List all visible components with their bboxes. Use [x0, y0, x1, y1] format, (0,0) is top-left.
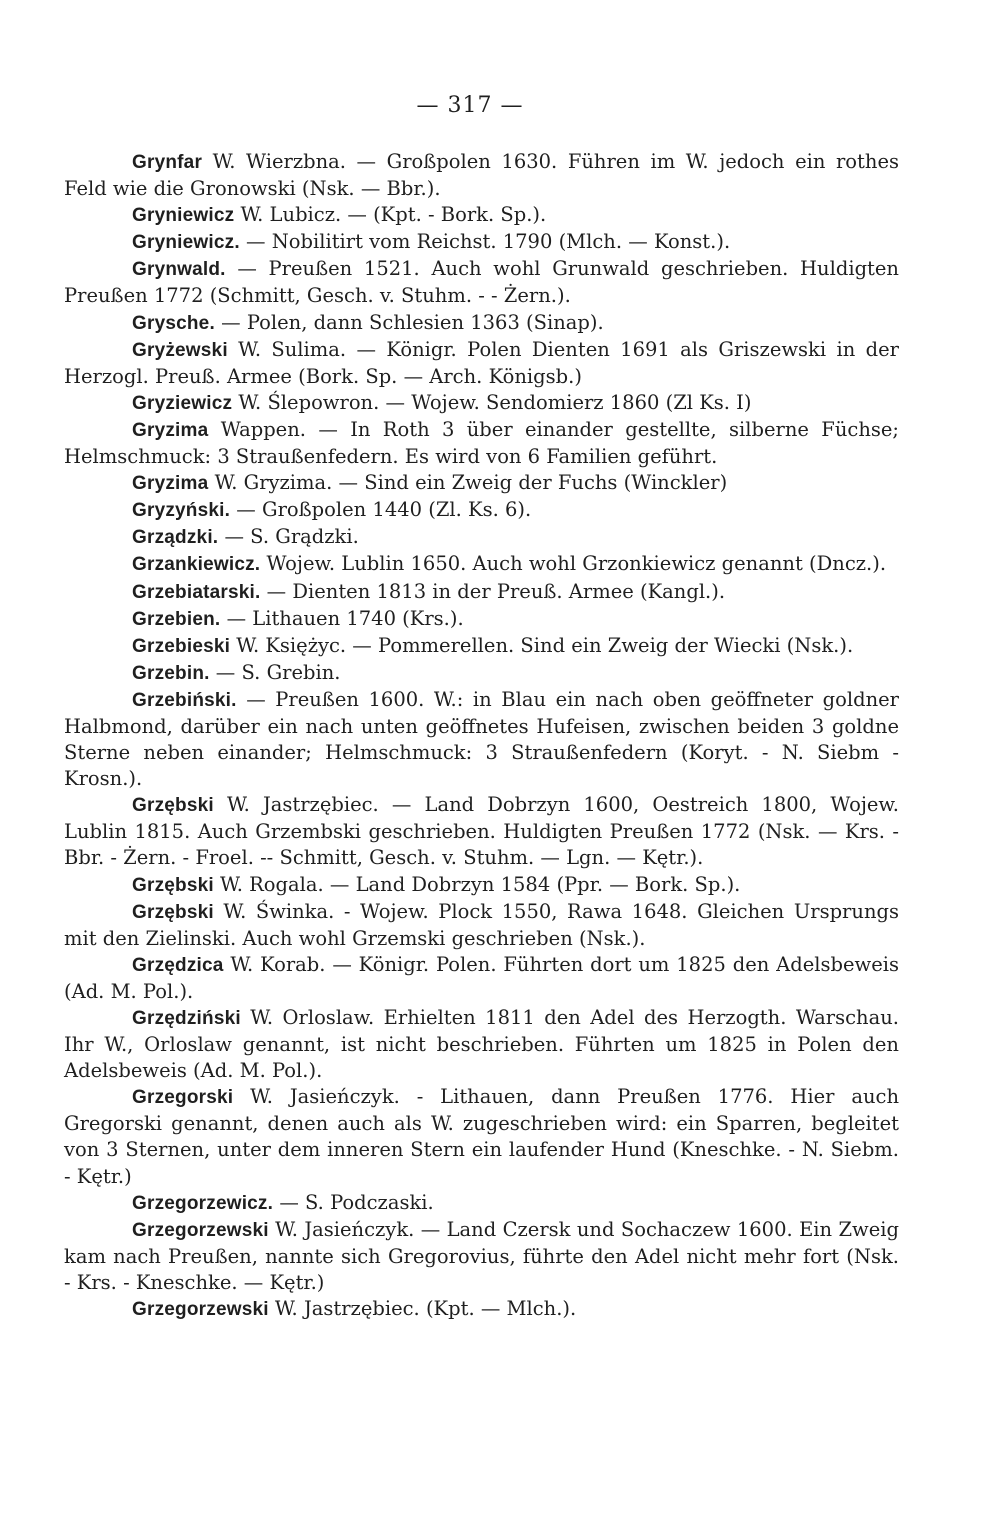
- entry-text: — S. Grądzki.: [218, 525, 359, 549]
- page-number: — 317 —: [416, 93, 524, 118]
- entry: [64, 606, 899, 633]
- entry-head: Grzegorski: [132, 1087, 234, 1109]
- entry-head: Grzebieski: [132, 635, 231, 657]
- entry-text: W. Sulima. — Königr. Polen Dienten 1691 als Griszewski in der Herzogl. Preuß. Armee (Bork. Sp. — Arch. Königsb.): [64, 337, 899, 388]
- entry-head: Grzebiatarski.: [132, 581, 261, 603]
- entry-head: Grynwald.: [132, 259, 226, 281]
- entry: [64, 687, 899, 792]
- entry-text: W. Lubicz. — (Kpt. - Bork. Sp.).: [234, 203, 547, 227]
- entry-head: Grzegorzewicz.: [132, 1192, 274, 1214]
- entry-text: — Großpolen 1440 (Zl. Ks. 6).: [230, 498, 532, 522]
- entry: [64, 524, 899, 551]
- entry: [64, 952, 899, 1005]
- entry-head: Grysche.: [132, 312, 215, 334]
- entry-head: Gryniewicz.: [132, 232, 240, 254]
- entry: [64, 256, 899, 309]
- entry: [64, 1005, 899, 1084]
- entry-text: W. Jastrzębiec. — Land Dobrzyn 1600, Oestreich 1800, Wojew. Lublin 1815. Auch Grzembski geschrieben. Huldigten Preußen 1772 (Nsk. — Krs. - Bbr. - Żern. - Froel. -- Schmitt, Gesch. v. Stuhm. — Lgn. — Kętr.).: [64, 793, 899, 870]
- entry: [64, 579, 899, 606]
- entries-list: [64, 149, 899, 1323]
- entry-head: Grzebin.: [132, 662, 210, 684]
- entry-text: — Polen, dann Schlesien 1363 (Sinap).: [214, 310, 604, 334]
- entry: [64, 660, 899, 687]
- entry-head: Grzębski: [132, 874, 214, 896]
- entry-text: — Dienten 1813 in der Preuß. Armee (Kangl.).: [260, 579, 726, 603]
- entry: [64, 1296, 899, 1323]
- entry: [64, 1190, 899, 1217]
- entry-head: Gryziewicz: [132, 392, 233, 414]
- entry: [64, 872, 899, 899]
- entry: [64, 1217, 899, 1296]
- entry: [64, 310, 899, 337]
- entry-text: W. Orloslaw. Erhielten 1811 den Adel des Herzogth. Warschau. Ihr W., Orloslaw genannt, ist nicht beschrieben. Führten um 1825 in Polen den Adelsbeweis (Ad. M. Pol.).: [64, 1006, 899, 1083]
- entry-head: Gryniewicz: [132, 205, 235, 227]
- entry-head: Grzegorzewski: [132, 1299, 269, 1321]
- entry-text: W. Świnka. - Wojew. Plock 1550, Rawa 1648. Gleichen Ursprungs mit den Zielinski. Auch wohl Grzemski geschrieben (Nsk.).: [64, 899, 899, 950]
- entry-head: Grynfar: [132, 152, 203, 173]
- entry-text: — S. Grebin.: [209, 660, 341, 684]
- entry-head: Gryzima: [132, 473, 209, 495]
- entry-head: Grzędziński: [132, 1008, 241, 1029]
- entry-head: Gryzyński.: [132, 500, 231, 522]
- entry-text: — Nobilitirt vom Reichst. 1790 (Mlch. — Konst.).: [239, 230, 731, 254]
- entry: [64, 390, 899, 417]
- entry-text: — S. Podczaski.: [273, 1190, 434, 1214]
- entry-text: W. Rogala. — Land Dobrzyn 1584 (Ppr. — Bork. Sp.).: [213, 872, 741, 896]
- entry-text: W. Jasieńczyk. — Land Czersk und Sochaczew 1600. Ein Zweig kam nach Preußen, nannte sich Gregorovius, führte den Adel nicht mehr fort (Nsk. - Krs. - Kneschke. — Kętr.): [64, 1217, 899, 1294]
- entry-text: — Lithauen 1740 (Krs.).: [220, 606, 464, 630]
- entry-text: — Preußen 1521. Auch wohl Grunwald geschrieben. Huldigten Preußen 1772 (Schmitt, Gesch. v. Stuhm. - - Żern.).: [64, 257, 899, 308]
- entry-head: Grzębski: [132, 795, 214, 817]
- entry-head: Grzebiński.: [132, 689, 237, 711]
- entry: [64, 1084, 899, 1189]
- entry: [64, 497, 899, 524]
- entry-text: — Preußen 1600. W.: in Blau ein nach oben geöffneter goldner Halbmond, darüber ein nach unten geöffnetes Hufeisen, zwischen beiden 3 goldne Sterne neben einander; Helmschmuck: 3 Straußenfedern (Koryt. - N. Siebm - Krosn.).: [64, 687, 899, 791]
- entry-head: Grządzki.: [132, 527, 219, 549]
- entry: [64, 202, 899, 229]
- entry-text: W. Jastrzębiec. (Kpt. — Mlch.).: [268, 1297, 577, 1321]
- entry-head: Grzegorzewski: [132, 1219, 269, 1241]
- entry: [64, 417, 899, 470]
- entry-head: Gryżewski: [132, 339, 228, 361]
- entry: [64, 899, 899, 952]
- entry: [64, 229, 899, 256]
- entry: [64, 792, 899, 871]
- entry: [64, 470, 899, 497]
- entry-head: Grzebien.: [132, 608, 221, 630]
- entry-text: W. Gryzima. — Sind ein Zweig der Fuchs (Winckler): [208, 471, 728, 495]
- entry-text: W. Ślepowron. — Wojew. Sendomierz 1860 (Zl Ks. I): [232, 390, 752, 414]
- entry: [64, 337, 899, 390]
- entry-head: Gryzima: [132, 419, 209, 441]
- entry-head: Grzębski: [132, 901, 214, 923]
- entry-text: Wojew. Lublin 1650. Auch wohl Grzonkiewicz genannt (Dncz.).: [260, 552, 887, 576]
- entry-head: Grzankiewicz.: [132, 554, 261, 576]
- entry: [64, 149, 899, 202]
- entry-text: W. Korab. — Königr. Polen. Führten dort um 1825 den Adelsbeweis (Ad. M. Pol.).: [64, 952, 899, 1003]
- entry-text: W. Wierzbna. — Großpolen 1630. Führen im W. jedoch ein rothes Feld wie die Gronowski (Nsk. — Bbr.).: [64, 150, 899, 201]
- entry-text: W. Jasieńczyk. - Lithauen, dann Preußen 1776. Hier auch Gregorski genannt, denen auch als W. zugeschrieben wird: ein Sparren, begleitet von 3 Sternen, unter dem inneren Stern ein laufender Hund (Kneschke. - N. Siebm. - Kętr.): [64, 1085, 899, 1188]
- entry-text: W. Księżyc. — Pommerellen. Sind ein Zweig der Wiecki (Nsk.).: [230, 633, 854, 657]
- entry-text: Wappen. — In Roth 3 über einander gestellte, silberne Füchse; Helmschmuck: 3 Straußenfedern. Es wird von 6 Familien geführt.: [64, 417, 899, 469]
- entry-head: Grzędzica: [132, 954, 224, 976]
- entry: [64, 633, 899, 660]
- entry: [64, 551, 899, 578]
